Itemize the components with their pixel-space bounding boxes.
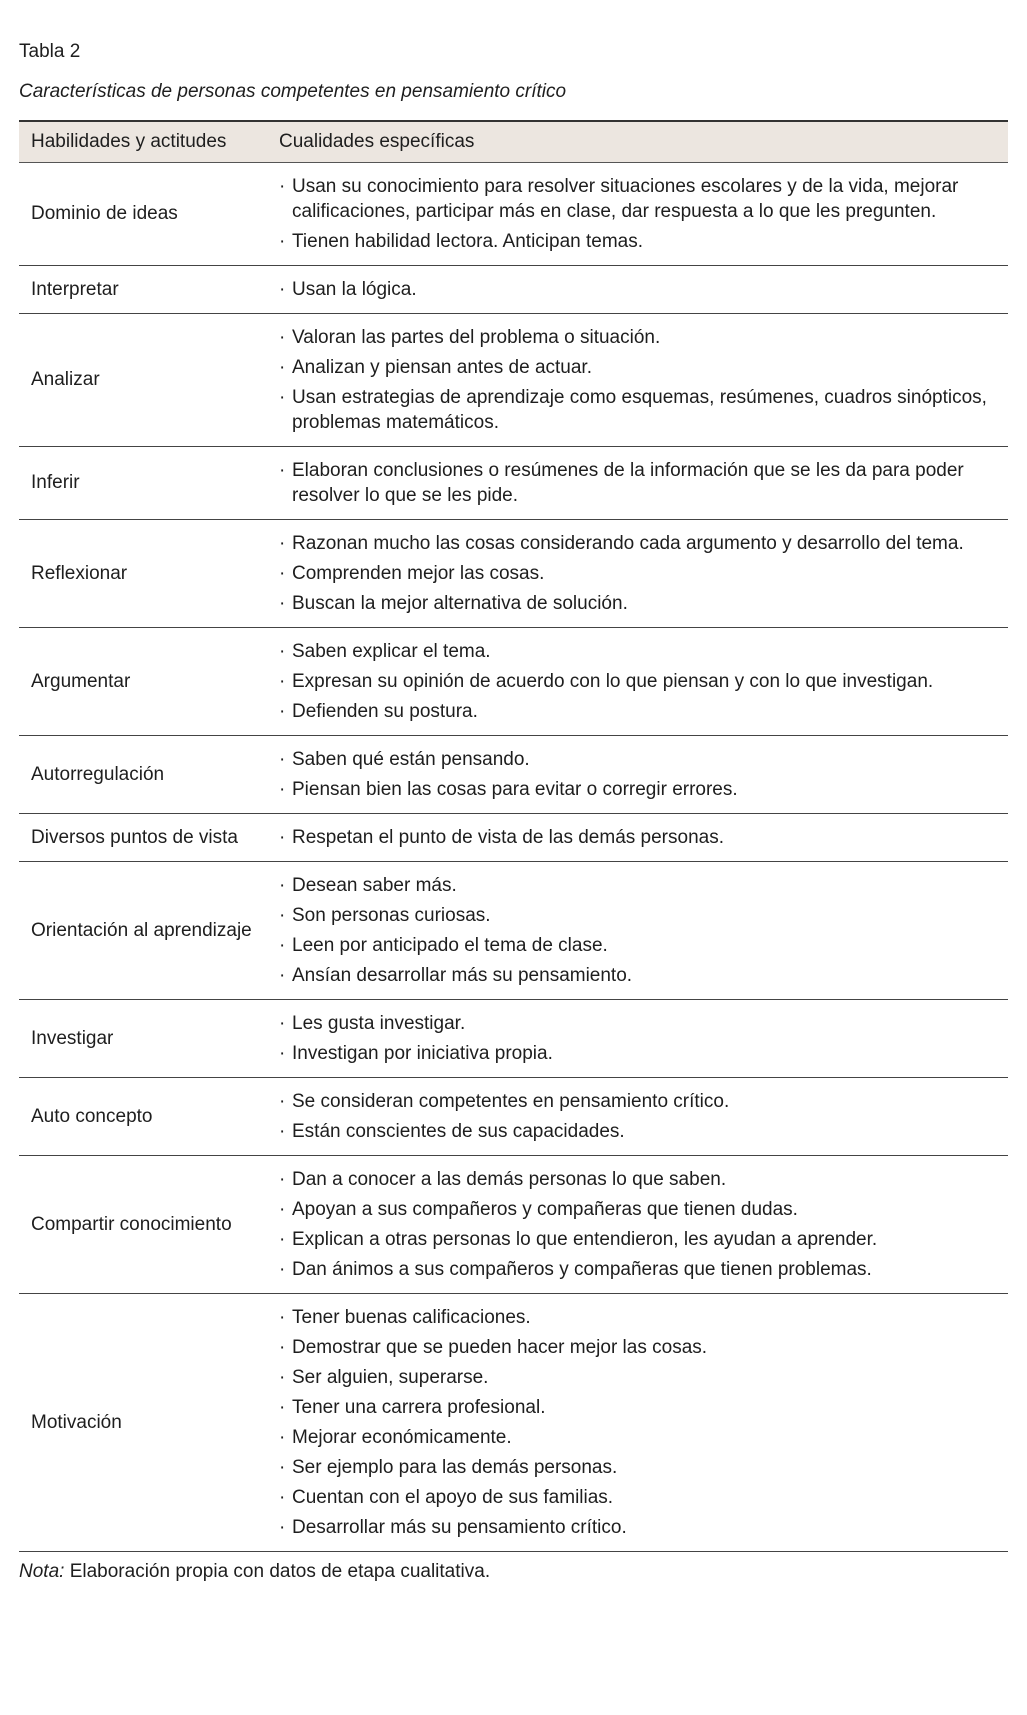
- skill-cell: Diversos puntos de vista: [31, 826, 238, 848]
- table-row: [19, 163, 1008, 266]
- quality-item: [279, 1395, 998, 1420]
- quality-item: [279, 458, 998, 508]
- bullet-icon: ·: [279, 1043, 286, 1064]
- skill-cell: Analizar: [31, 369, 100, 390]
- quality-item: [279, 1257, 998, 1282]
- quality-text: Expresan su opinión de acuerdo con lo que piensan y con lo que investigan.: [292, 671, 934, 692]
- quality-text: Apoyan a sus compañeros y compañeras que tienen dudas.: [292, 1199, 798, 1220]
- table-body: [19, 163, 1008, 1552]
- quality-text: Saben qué están pensando.: [292, 749, 530, 770]
- bullet-icon: ·: [279, 749, 286, 770]
- quality-item: [279, 1335, 998, 1360]
- bullet-icon: ·: [279, 701, 286, 722]
- header-qualities: Cualidades específicas: [279, 131, 475, 152]
- quality-item: [279, 1515, 998, 1540]
- quality-text: Comprenden mejor las cosas.: [292, 563, 545, 584]
- quality-item: [279, 277, 998, 302]
- table-row: [19, 1294, 1008, 1552]
- skill-cell: Orientación al aprendizaje: [31, 919, 252, 941]
- quality-item: [279, 561, 998, 586]
- quality-item: [279, 1041, 998, 1066]
- bullet-icon: ·: [279, 1199, 286, 1220]
- quality-text: Respetan el punto de vista de las demás personas.: [292, 827, 724, 848]
- bullet-icon: ·: [279, 176, 286, 197]
- quality-item: [279, 1119, 998, 1144]
- quality-text: Ansían desarrollar más su pensamiento.: [292, 965, 633, 986]
- bullet-icon: ·: [279, 671, 286, 692]
- table-header: [19, 122, 1008, 163]
- skill-cell: Investigar: [31, 1027, 114, 1049]
- quality-text: Cuentan con el apoyo de sus familias.: [292, 1487, 614, 1508]
- bullet-icon: ·: [279, 935, 286, 956]
- bullet-icon: ·: [279, 231, 286, 252]
- quality-item: [279, 933, 998, 958]
- table-row: [19, 266, 1008, 314]
- bullet-icon: ·: [279, 1397, 286, 1418]
- quality-item: [279, 873, 998, 898]
- quality-item: [279, 229, 998, 254]
- quality-text: Usan estrategias de aprendizaje como esquemas, resúmenes, cuadros sinópticos, problemas matemáticos.: [292, 387, 987, 433]
- quality-text: Son personas curiosas.: [292, 905, 491, 926]
- qualities-cell: [279, 1156, 1008, 1293]
- quality-text: Desean saber más.: [292, 875, 457, 896]
- skill-cell: Argumentar: [31, 670, 131, 692]
- quality-item: [279, 963, 998, 988]
- skill-cell: Reflexionar: [31, 562, 128, 584]
- qualities-cell: [279, 628, 1008, 735]
- table-row: [19, 1000, 1008, 1078]
- quality-text: Usan su conocimiento para resolver situaciones escolares y de la vida, mejorar calificaciones, participar más en clase, dar respuesta a lo que les pregunten.: [292, 176, 959, 222]
- note-label: Nota:: [19, 1561, 65, 1582]
- qualities-cell: [279, 1078, 1008, 1155]
- quality-item: [279, 1227, 998, 1252]
- qualities-table: [19, 120, 1008, 1552]
- qualities-cell: [279, 314, 1008, 446]
- bullet-icon: ·: [279, 1229, 286, 1250]
- quality-text: Les gusta investigar.: [292, 1013, 466, 1034]
- quality-item: [279, 385, 998, 435]
- quality-text: Dan ánimos a sus compañeros y compañeras que tienen problemas.: [292, 1259, 872, 1280]
- quality-text: Elaboran conclusiones o resúmenes de la información que se les da para poder resolver lo que se les pide.: [292, 460, 964, 506]
- skill-cell: Interpretar: [31, 278, 119, 300]
- bullet-icon: ·: [279, 1169, 286, 1190]
- quality-text: Explican a otras personas lo que entendieron, les ayudan a aprender.: [292, 1229, 878, 1250]
- quality-item: [279, 1305, 998, 1330]
- bullet-icon: ·: [279, 563, 286, 584]
- bullet-icon: ·: [279, 1121, 286, 1142]
- bullet-icon: ·: [279, 1427, 286, 1448]
- quality-text: Demostrar que se pueden hacer mejor las cosas.: [292, 1337, 708, 1358]
- skill-cell: Dominio de ideas: [31, 203, 178, 224]
- bullet-icon: ·: [279, 1517, 286, 1538]
- bullet-icon: ·: [279, 1367, 286, 1388]
- quality-text: Investigan por iniciativa propia.: [292, 1043, 553, 1064]
- quality-text: Buscan la mejor alternativa de solución.: [292, 593, 628, 614]
- bullet-icon: ·: [279, 965, 286, 986]
- quality-item: [279, 1011, 998, 1036]
- quality-text: Saben explicar el tema.: [292, 641, 491, 662]
- table-row: [19, 862, 1008, 1000]
- quality-item: [279, 174, 998, 224]
- qualities-cell: [279, 1294, 1008, 1551]
- qualities-cell: [279, 736, 1008, 813]
- quality-item: [279, 747, 998, 772]
- table-row: [19, 447, 1008, 520]
- quality-item: [279, 1167, 998, 1192]
- qualities-cell: [279, 266, 1008, 313]
- qualities-cell: [279, 163, 1008, 265]
- table-row: [19, 520, 1008, 628]
- bullet-icon: ·: [279, 1337, 286, 1358]
- qualities-cell: [279, 447, 1008, 519]
- note-text: Elaboración propia con datos de etapa cualitativa.: [69, 1561, 491, 1582]
- table-row: [19, 1156, 1008, 1294]
- quality-text: Mejorar económicamente.: [292, 1427, 512, 1448]
- skill-cell: Inferir: [31, 472, 80, 493]
- quality-text: Ser alguien, superarse.: [292, 1367, 489, 1388]
- bullet-icon: ·: [279, 827, 286, 848]
- quality-text: Se consideran competentes en pensamiento crítico.: [292, 1091, 730, 1112]
- quality-text: Dan a conocer a las demás personas lo que saben.: [292, 1169, 727, 1190]
- bullet-icon: ·: [279, 357, 286, 378]
- bullet-icon: ·: [279, 1259, 286, 1280]
- bullet-icon: ·: [279, 387, 286, 408]
- quality-text: Razonan mucho las cosas considerando cada argumento y desarrollo del tema.: [292, 533, 964, 554]
- table-row: [19, 736, 1008, 814]
- quality-text: Defienden su postura.: [292, 701, 478, 722]
- quality-item: [279, 1485, 998, 1510]
- quality-text: Están conscientes de sus capacidades.: [292, 1121, 625, 1142]
- quality-item: [279, 591, 998, 616]
- qualities-cell: [279, 862, 1008, 999]
- skill-cell: Auto concepto: [31, 1105, 153, 1127]
- bullet-icon: ·: [279, 279, 286, 300]
- bullet-icon: ·: [279, 327, 286, 348]
- quality-text: Ser ejemplo para las demás personas.: [292, 1457, 618, 1478]
- bullet-icon: ·: [279, 641, 286, 662]
- quality-text: Usan la lógica.: [292, 279, 417, 300]
- bullet-icon: ·: [279, 533, 286, 554]
- quality-item: [279, 325, 998, 350]
- qualities-cell: [279, 814, 1008, 861]
- quality-item: [279, 1197, 998, 1222]
- skill-cell: Motivación: [31, 1411, 122, 1433]
- quality-item: [279, 699, 998, 724]
- quality-item: [279, 531, 998, 556]
- quality-item: [279, 639, 998, 664]
- bullet-icon: ·: [279, 593, 286, 614]
- quality-text: Leen por anticipado el tema de clase.: [292, 935, 608, 956]
- qualities-cell: [279, 1000, 1008, 1077]
- quality-item: [279, 777, 998, 802]
- quality-text: Tener una carrera profesional.: [292, 1397, 546, 1418]
- quality-text: Desarrollar más su pensamiento crítico.: [292, 1517, 627, 1538]
- quality-item: [279, 1455, 998, 1480]
- header-skills: Habilidades y actitudes: [31, 131, 227, 152]
- quality-text: Piensan bien las cosas para evitar o corregir errores.: [292, 779, 738, 800]
- quality-item: [279, 825, 998, 850]
- quality-item: [279, 355, 998, 380]
- skill-cell: Autorregulación: [31, 763, 165, 785]
- quality-item: [279, 903, 998, 928]
- quality-item: [279, 1089, 998, 1114]
- bullet-icon: ·: [279, 1457, 286, 1478]
- quality-text: Tener buenas calificaciones.: [292, 1307, 531, 1328]
- bullet-icon: ·: [279, 779, 286, 800]
- quality-item: [279, 1425, 998, 1450]
- table-row: [19, 814, 1008, 862]
- quality-item: [279, 669, 998, 694]
- bullet-icon: ·: [279, 1487, 286, 1508]
- table-row: [19, 628, 1008, 736]
- bullet-icon: ·: [279, 1091, 286, 1112]
- bullet-icon: ·: [279, 905, 286, 926]
- table-row: [19, 314, 1008, 447]
- table-label: Tabla 2: [19, 41, 81, 62]
- bullet-icon: ·: [279, 1307, 286, 1328]
- quality-text: Valoran las partes del problema o situación.: [292, 327, 661, 348]
- quality-text: Tienen habilidad lectora. Anticipan temas.: [292, 231, 644, 252]
- table-note: [19, 1560, 490, 1584]
- quality-item: [279, 1365, 998, 1390]
- qualities-cell: [279, 520, 1008, 627]
- bullet-icon: ·: [279, 460, 286, 481]
- bullet-icon: ·: [279, 875, 286, 896]
- table-caption: Características de personas competentes en pensamiento crítico: [19, 81, 567, 102]
- bullet-icon: ·: [279, 1013, 286, 1034]
- skill-cell: Compartir conocimiento: [31, 1213, 232, 1235]
- table-row: [19, 1078, 1008, 1156]
- quality-text: Analizan y piensan antes de actuar.: [292, 357, 592, 378]
